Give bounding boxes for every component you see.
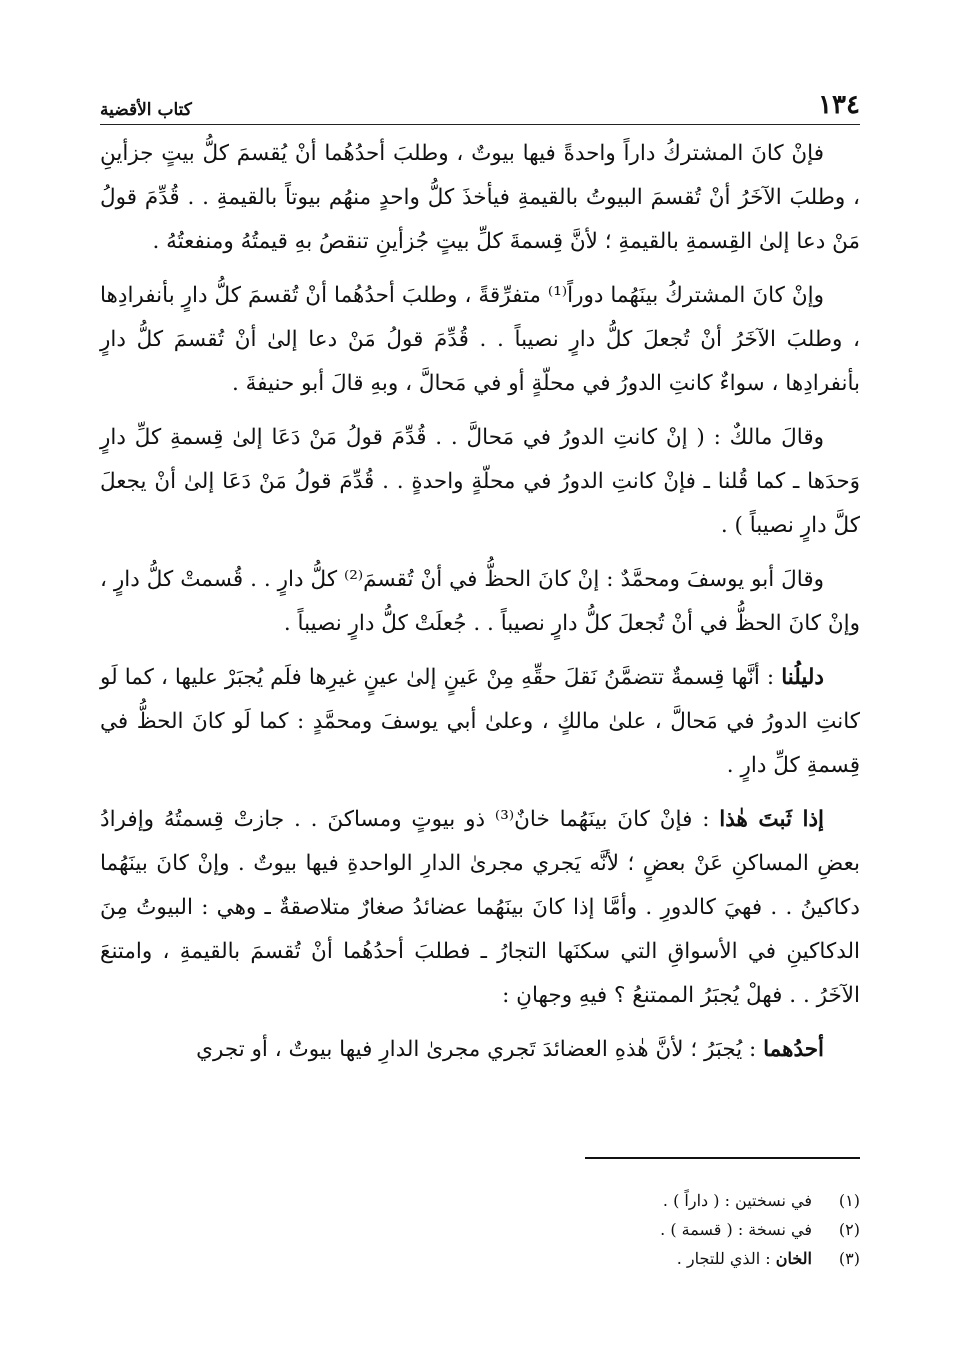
paragraph-text: وقالَ أبو يوسفَ ومحمَّدٌ : إنْ كانَ الحظُّ في أنْ تُقسمَ⁽²⁾ كلُّ دارٍ . . قُسمتْ كلُّ دارٍ ، وإنْ كانَ الحظُّ في أنْ تُجعلَ كلُّ دارٍ نصيباً . . جُعلَتْ كلُّ دارٍ نصيباً . — [100, 567, 860, 636]
page-header — [100, 80, 860, 125]
footnote-text: : الذي للتجار . — [676, 1249, 776, 1268]
book-page — [100, 0, 860, 1367]
paragraph-text: : أنَّها قِسمةٌ تتضمَّنُ نَقلَ حقِّهِ مِنْ عَينٍ إلىٰ عينٍ غيرِها فلَم يُجبَرْ عليها ، كما لَو كانتِ الدورُ في مَحالَّ ، علىٰ مالكٍ ، وعلىٰ أبي يوسفَ ومحمَّدٍ : كما لَو كانَ الحظُّ في قِسمةِ كلِّ دارٍ . — [100, 665, 860, 778]
footnote-text: في نسختين : ( داراً ) . — [662, 1191, 812, 1210]
footnote-divider — [585, 1157, 860, 1159]
running-title: كتاب الأقضية — [100, 100, 192, 120]
paragraph — [100, 416, 860, 548]
paragraph-text: : فإنْ كانَ بينَهُما خانٌ⁽³⁾ ذو بيوتٍ ومساكنَ . . جازتْ قِسمتُهُ وإفرادُ بعضِ المساكنِ عَنْ بعضٍ ؛ لأنَّه يَجري مجرىٰ الدارِ الواحدةِ فيها بيوتٌ . وإنْ كانَ بينَهُما دكاكينُ . . فهيَ كالدورِ . وأمَّا إذا كانَ بينَهُما عضائدُ صغارٌ متلاصقةٌ ـ وهي : البيوتُ مِنَ الدكاكينِ في الأسواقِ التي سكنَها التجارُ ـ فطلبَ أحدُهُما أنْ تُقسمَ بالقيمةِ ، وامتنعَ الآخَرُ . . فهلْ يُجبَرُ الممتنعُ ؟ فيهِ وجهانِ : — [100, 807, 860, 1008]
paragraph — [100, 656, 860, 788]
paragraph-text: فإنْ كانَ المشتركُ داراً واحدةً فيها بيوتٌ ، وطلبَ أحدُهُما أنْ يُقسمَ كلُّ بيتٍ جزأينِ ، وطلبَ الآخَرُ أنْ تُقسمَ البيوتُ بالقيمةِ فيأخذَ كلُّ واحدٍ منهُم بيوتاً بالقيمةِ . . قُدِّمَ قولُ مَنْ دعا إلىٰ القِسمةِ بالقيمةِ ؛ لأنَّ قِسمةَ كلِّ بيتٍ جُزأينِ تنقصُ بهِ قيمتُهُ ومنفعتُهُ . — [100, 141, 860, 254]
paragraph-lead: أحدُهما — [763, 1037, 824, 1062]
footnote-number: (٢) — [838, 1220, 860, 1239]
paragraph-lead: إذا ثَبتَ هٰذا — [719, 807, 825, 832]
page-number: ١٣٤ — [818, 90, 860, 120]
paragraph — [100, 132, 860, 264]
paragraph — [100, 558, 860, 646]
footnotes — [100, 1186, 860, 1273]
paragraph — [100, 1028, 860, 1072]
paragraph-text: وقالَ مالكٌ : ( إنْ كانتِ الدورُ في مَحالَّ . . قُدِّمَ قولُ مَنْ دَعَا إلىٰ قِسمةِ كلِّ دارٍ وَحدَها ـ كما قُلنا ـ فإنْ كانتِ الدورُ في محلّةٍ واحدةٍ . . قُدِّمَ قولُ مَنْ دَعَا إلىٰ أنْ يجعلَ كلَّ دارٍ نصيباً ) . — [100, 425, 860, 538]
paragraph-text: وإنْ كانَ المشتركُ بينَهُما دوراً⁽¹⁾ متفرِّقةً ، وطلبَ أحدُهُما أنْ تُقسمَ كلُّ دارٍ بأنفرادِها ، وطلبَ الآخَرُ أنْ تُجعلَ كلُّ دارٍ نصيباً . . قُدِّمَ قولُ مَنْ دعا إلىٰ أنْ تُقسمَ كلُّ دارٍ بأنفرادِها ، سواءٌ كانتِ الدورُ في محلّةٍ أو في مَحالَّ ، وبهِ قالَ أبو حنيفةَ . — [100, 283, 860, 396]
page-body — [100, 132, 860, 1082]
paragraph — [100, 798, 860, 1018]
footnote — [100, 1244, 860, 1273]
paragraph — [100, 274, 860, 406]
footnote-term: الخان — [775, 1249, 812, 1268]
paragraph-lead: دليلُنا — [781, 665, 824, 690]
footnote-number: (١) — [838, 1191, 860, 1210]
footnote — [100, 1215, 860, 1244]
footnote — [100, 1186, 860, 1215]
footnote-number: (٣) — [838, 1249, 860, 1268]
paragraph-text: : يُجبَرُ ؛ لأنَّ هٰذهِ العضائدَ تَجري مجرىٰ الدارِ فيها بيوتٌ ، أو تجري — [196, 1037, 764, 1062]
footnote-text: في نسخة : ( قسمة ) . — [660, 1220, 812, 1239]
